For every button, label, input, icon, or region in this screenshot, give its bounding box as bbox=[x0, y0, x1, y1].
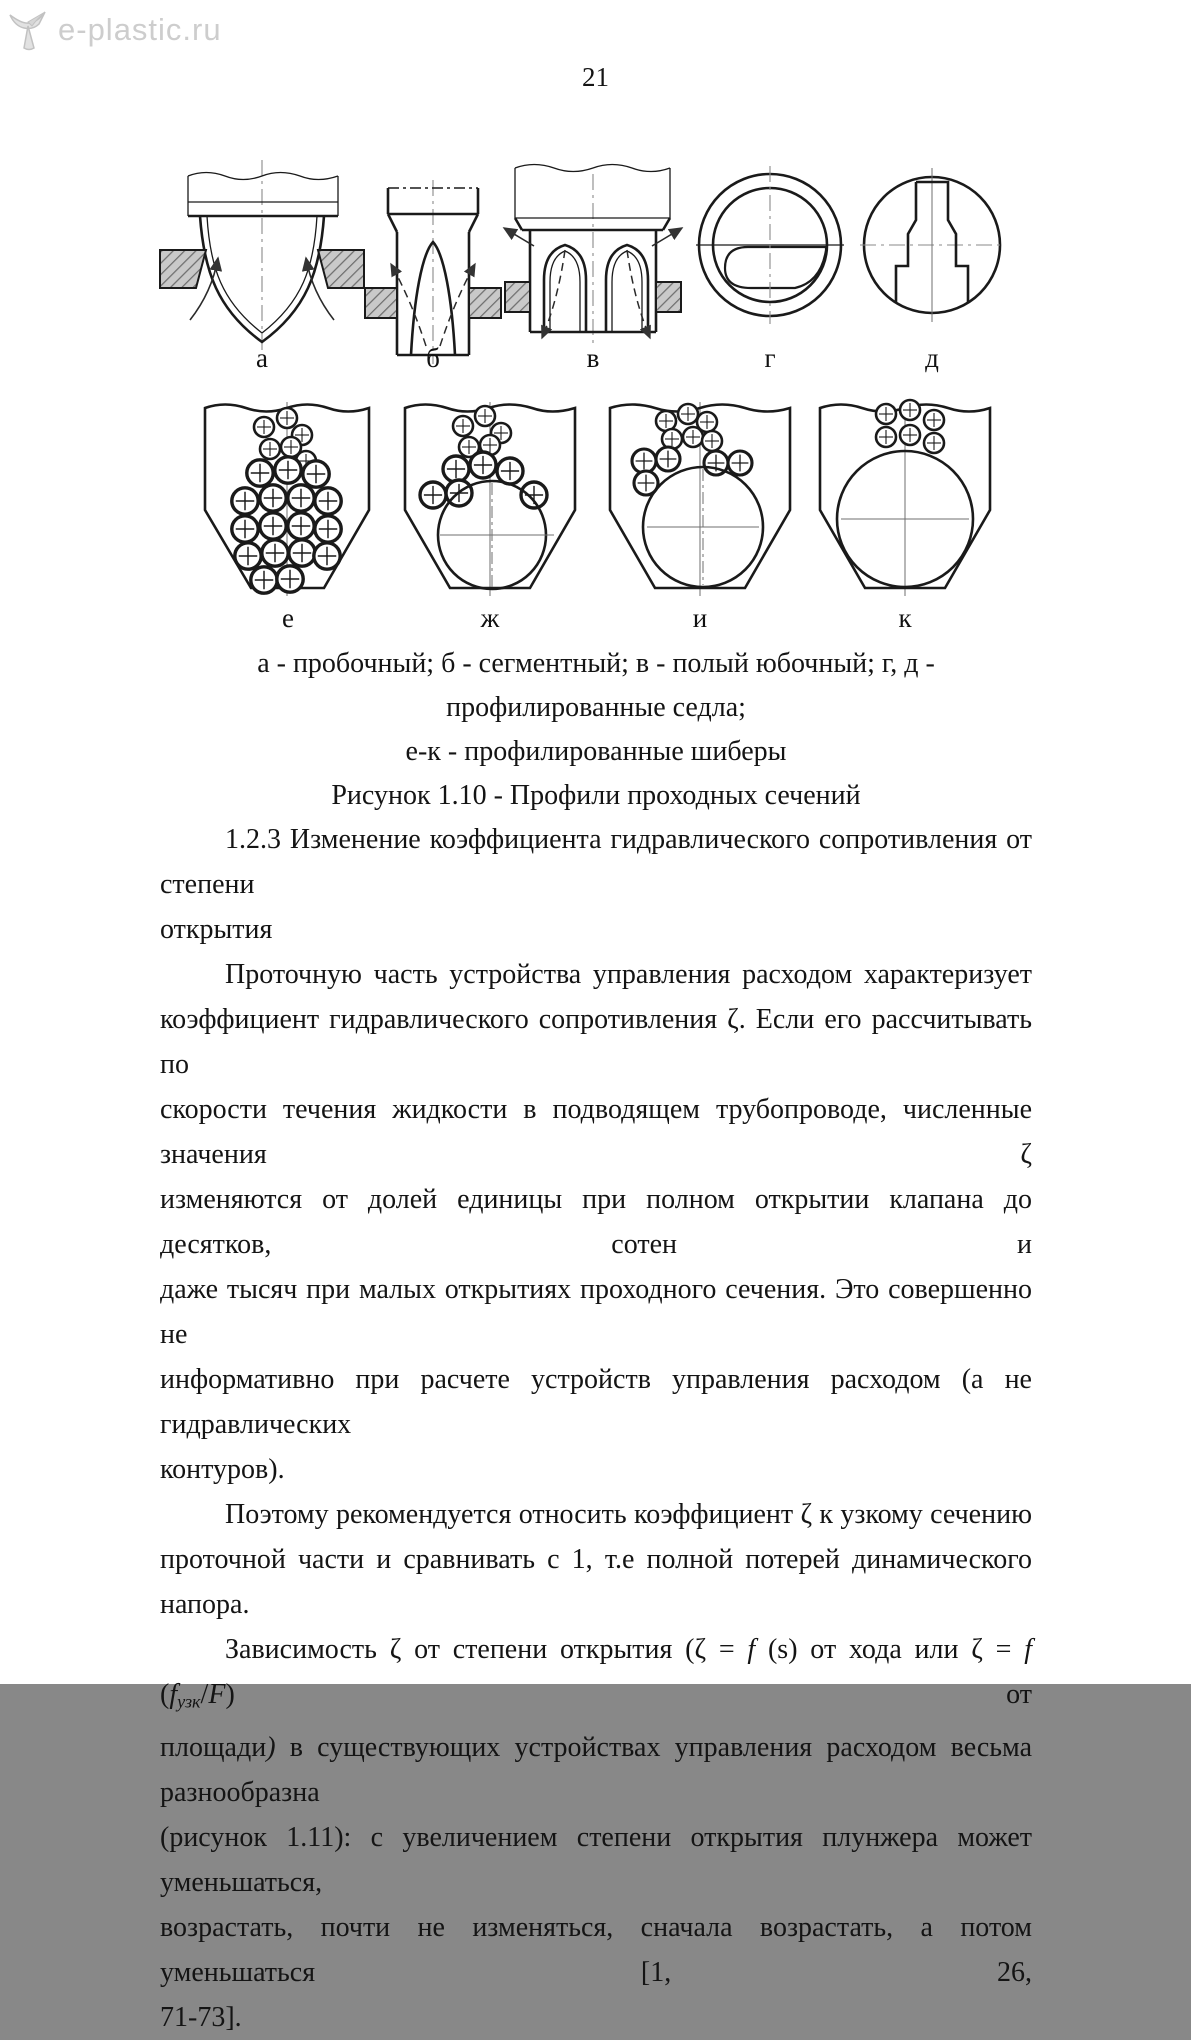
figure-i-profiled-gate bbox=[610, 402, 790, 633]
text-line bbox=[160, 997, 1032, 1087]
text-segment: (рисунок 1.11): с увеличением степени открытия плунжера может уменьшаться, bbox=[160, 1821, 1032, 1898]
text-line bbox=[160, 1267, 1032, 1357]
text-segment: Поэтому рекомендуется относить коэффициент ζ к узкому сечению bbox=[225, 1499, 1032, 1530]
text-line bbox=[160, 952, 1032, 997]
text-line bbox=[160, 1627, 1032, 1725]
text-segment: контуров). bbox=[160, 1454, 285, 1485]
figure-b-label: б bbox=[426, 343, 440, 373]
text-segment: открытия bbox=[160, 914, 273, 945]
figure-caption-line-1: а - пробочный; б - сегментный; в - полый юбочный; г, д - профилированные седла; bbox=[257, 648, 935, 723]
text-segment: площади bbox=[160, 1731, 267, 1763]
text-line bbox=[160, 1995, 1032, 2040]
figure-k-label: к bbox=[898, 603, 912, 633]
text-segment: Проточную часть устройства управления расходом характеризует bbox=[225, 959, 1032, 990]
text-line bbox=[160, 817, 1032, 907]
text-segment: узк bbox=[177, 1691, 201, 1712]
text-line bbox=[160, 1447, 1032, 1492]
text-segment: в существующих устройствах управления расходом весьма разнообразна bbox=[160, 1731, 1032, 1808]
e-plastic-logo-icon bbox=[8, 8, 54, 52]
text-segment: ) от bbox=[225, 1679, 1032, 1710]
seat-left-hatch bbox=[365, 288, 397, 318]
body-text bbox=[160, 817, 1032, 2040]
figure-i-label: и bbox=[692, 603, 708, 633]
figure-1-10 bbox=[160, 150, 1040, 642]
figure-g-profiled-seat bbox=[696, 166, 844, 373]
figure-caption-title: Рисунок 1.10 - Профили проходных сечений bbox=[331, 780, 861, 811]
text-line bbox=[160, 907, 1032, 952]
figure-e-profiled-gate bbox=[205, 402, 369, 633]
seat-left-hatch bbox=[160, 250, 206, 288]
figure-a-label: а bbox=[256, 343, 268, 373]
figure-zh-profiled-gate bbox=[405, 402, 575, 633]
text-segment: f bbox=[1024, 1634, 1032, 1665]
figure-zh-label: ж bbox=[480, 603, 500, 633]
text-segment: 71-73]. bbox=[160, 2001, 242, 2033]
text-segment: (s) от хода или ζ = bbox=[755, 1634, 1025, 1665]
text-line bbox=[160, 1492, 1032, 1537]
seat-right-hatch bbox=[656, 282, 681, 312]
text-line bbox=[160, 1725, 1032, 1815]
figure-caption-line-2: е-к - профилированные шиберы bbox=[405, 736, 787, 767]
text-segment: / bbox=[200, 1679, 209, 1710]
text-line bbox=[160, 1905, 1032, 1995]
text-segment: скорости течения жидкости в подводящем трубопроводе, численные значения ζ bbox=[160, 1094, 1032, 1170]
text-segment: изменяются от долей единицы при полном открытии клапана до десятков, сотен и bbox=[160, 1184, 1032, 1260]
figure-k-profiled-gate bbox=[820, 400, 990, 633]
flow-opening bbox=[725, 247, 826, 288]
text-segment: f bbox=[747, 1634, 756, 1665]
seat-left-hatch bbox=[505, 282, 530, 312]
figure-d-profiled-seat bbox=[860, 168, 1004, 373]
text-line bbox=[160, 1177, 1032, 1267]
text-line bbox=[160, 1815, 1032, 1905]
figure-v-hollow-skirt-valve bbox=[504, 165, 682, 374]
seat-right-hatch bbox=[318, 250, 364, 288]
figure-1-10-drawings bbox=[160, 150, 1040, 642]
text-segment: возрастать, почти не изменяться, сначала возрастать, а потом уменьшаться [1, 26, bbox=[160, 1911, 1032, 1988]
figure-d-label: д bbox=[925, 343, 939, 373]
text-segment: проточной части и сравнивать с 1, т.е полной потерей динамического напора. bbox=[160, 1544, 1032, 1620]
text-segment: ) bbox=[266, 1731, 276, 1763]
watermark-text: e-plastic.ru bbox=[58, 12, 222, 47]
watermark bbox=[8, 8, 222, 52]
figure-g-label: г bbox=[764, 343, 776, 373]
text-segment: информативно при расчете устройств управления расходом (а не гидравлических bbox=[160, 1364, 1032, 1440]
text-segment: даже тысяч при малых открытиях проходного сечения. Это совершенно не bbox=[160, 1274, 1032, 1350]
page-number: 21 bbox=[582, 62, 609, 92]
text-segment: ( bbox=[160, 1679, 170, 1710]
text-segment: коэффициент гидравлического сопротивления ζ. Если его рассчитывать по bbox=[160, 1004, 1032, 1080]
text-line bbox=[160, 1087, 1032, 1177]
seat-right-hatch bbox=[469, 288, 501, 318]
text-line bbox=[160, 1357, 1032, 1447]
text-segment: F bbox=[208, 1679, 226, 1710]
text-line bbox=[160, 1537, 1032, 1627]
figure-a-plug-valve bbox=[160, 160, 364, 373]
text-segment: f bbox=[169, 1679, 178, 1710]
text-segment: Зависимость ζ от степени открытия (ζ = bbox=[225, 1634, 748, 1665]
figure-caption bbox=[160, 642, 1032, 818]
figure-v-label: в bbox=[586, 343, 600, 373]
text-segment: 1.2.3 Изменение коэффициента гидравлического сопротивления от степени bbox=[160, 824, 1032, 900]
figure-e-label: е bbox=[282, 603, 294, 633]
figure-b-segment-valve bbox=[365, 180, 501, 373]
